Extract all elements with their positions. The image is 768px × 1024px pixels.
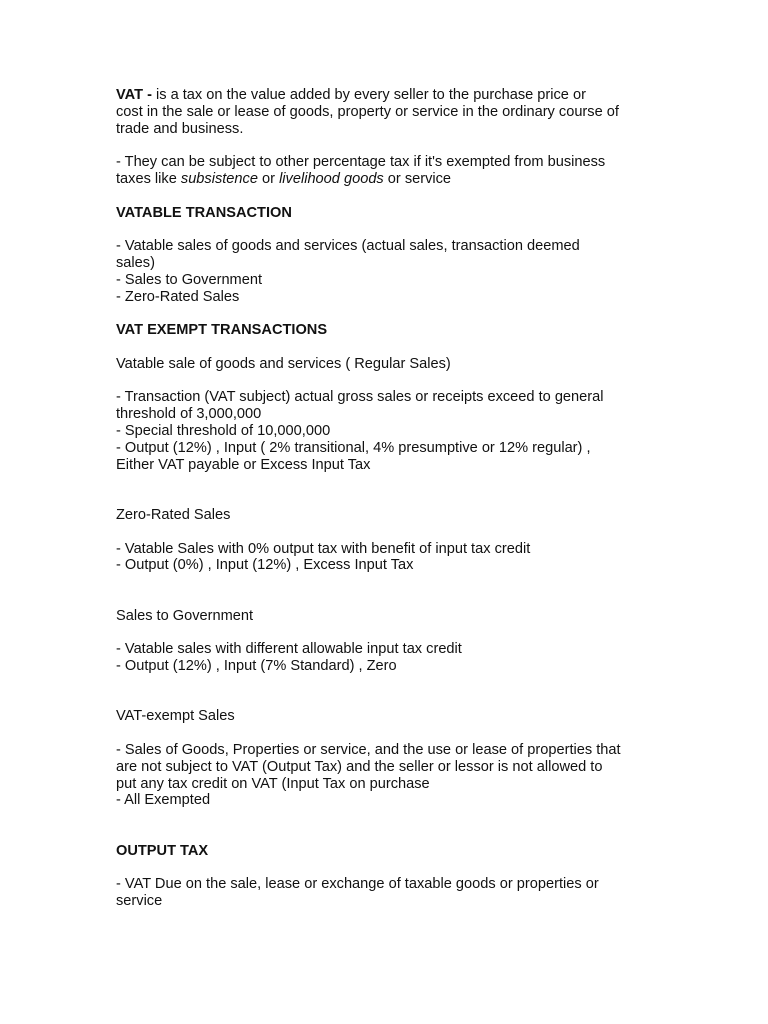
section-subheading: Zero-Rated Sales <box>116 506 231 523</box>
list-item: - Output (12%) , Input ( 2% transitional, 4% presumptive or 12% regular) , <box>116 439 591 456</box>
vat-definition <box>116 87 676 137</box>
vat-term: VAT - <box>116 87 152 103</box>
list-item: Either VAT payable or Excess Input Tax <box>116 456 371 473</box>
section-heading: OUTPUT TAX <box>116 842 209 859</box>
list-item: - Special threshold of 10,000,000 <box>116 422 331 439</box>
zero-rated-sales-list <box>116 541 676 575</box>
list-item: - Zero-Rated Sales <box>116 288 240 305</box>
regular-sales-list <box>116 389 676 473</box>
vat-exempt-sales-section <box>116 708 676 725</box>
exempt-note-line-1: - They can be subject to other percentage tax if it's exempted from business <box>116 154 606 171</box>
list-item: put any tax credit on VAT (Input Tax on purchase <box>116 775 430 792</box>
exempt-note: - They can be subject to other percentage tax if it's exempted from business taxes like subsistence or livelihood goods or service <box>116 154 676 188</box>
section-subheading: Sales to Government <box>116 607 254 624</box>
list-item: - All Exempted <box>116 792 211 809</box>
list-item: - Vatable sales with different allowable input tax credit <box>116 641 462 658</box>
sales-to-government-list <box>116 641 676 675</box>
sales-to-government-section <box>116 608 676 625</box>
list-item: sales) <box>116 254 155 271</box>
list-item: service <box>116 893 163 910</box>
vatable-transaction-list <box>116 238 676 305</box>
list-item: threshold of 3,000,000 <box>116 406 262 423</box>
list-item: - Sales of Goods, Properties or service, and the use or lease of properties that <box>116 742 621 759</box>
livelihood-goods-term: livelihood goods <box>279 170 384 187</box>
list-item: - Output (12%) , Input (7% Standard) , Zero <box>116 658 397 675</box>
section-subheading: VAT-exempt Sales <box>116 708 235 725</box>
list-item: - Transaction (VAT subject) actual gross sales or receipts exceed to general <box>116 389 604 406</box>
vatable-transaction-section <box>116 205 676 222</box>
list-item: - Sales to Government <box>116 271 263 288</box>
list-item: - VAT Due on the sale, lease or exchange of taxable goods or properties or <box>116 876 599 893</box>
list-item: - Vatable sales of goods and services (actual sales, transaction deemed <box>116 238 580 255</box>
vat-exempt-sales-list <box>116 742 676 809</box>
section-heading: VATABLE TRANSACTION <box>116 204 292 221</box>
vat-definition-line-1: is a tax on the value added by every seller to the purchase price or <box>151 87 586 103</box>
vat-exempt-transactions-section <box>116 322 676 339</box>
document-page <box>116 87 676 910</box>
vat-definition-line-2: cost in the sale or lease of goods, property or service in the ordinary course of <box>116 103 619 120</box>
zero-rated-sales-section <box>116 507 676 524</box>
section-heading: VAT EXEMPT TRANSACTIONS <box>116 322 328 339</box>
output-tax-section <box>116 843 676 860</box>
list-item: - Vatable Sales with 0% output tax with benefit of input tax credit <box>116 540 531 557</box>
section-subheading: Vatable sale of goods and services ( Regular Sales) <box>116 355 451 372</box>
output-tax-list <box>116 876 676 910</box>
list-item: - Output (0%) , Input (12%) , Excess Input Tax <box>116 557 414 574</box>
subsistence-term: subsistence <box>180 170 258 187</box>
list-item: are not subject to VAT (Output Tax) and the seller or lessor is not allowed to <box>116 758 603 775</box>
vat-definition-line-3: trade and business. <box>116 120 244 137</box>
